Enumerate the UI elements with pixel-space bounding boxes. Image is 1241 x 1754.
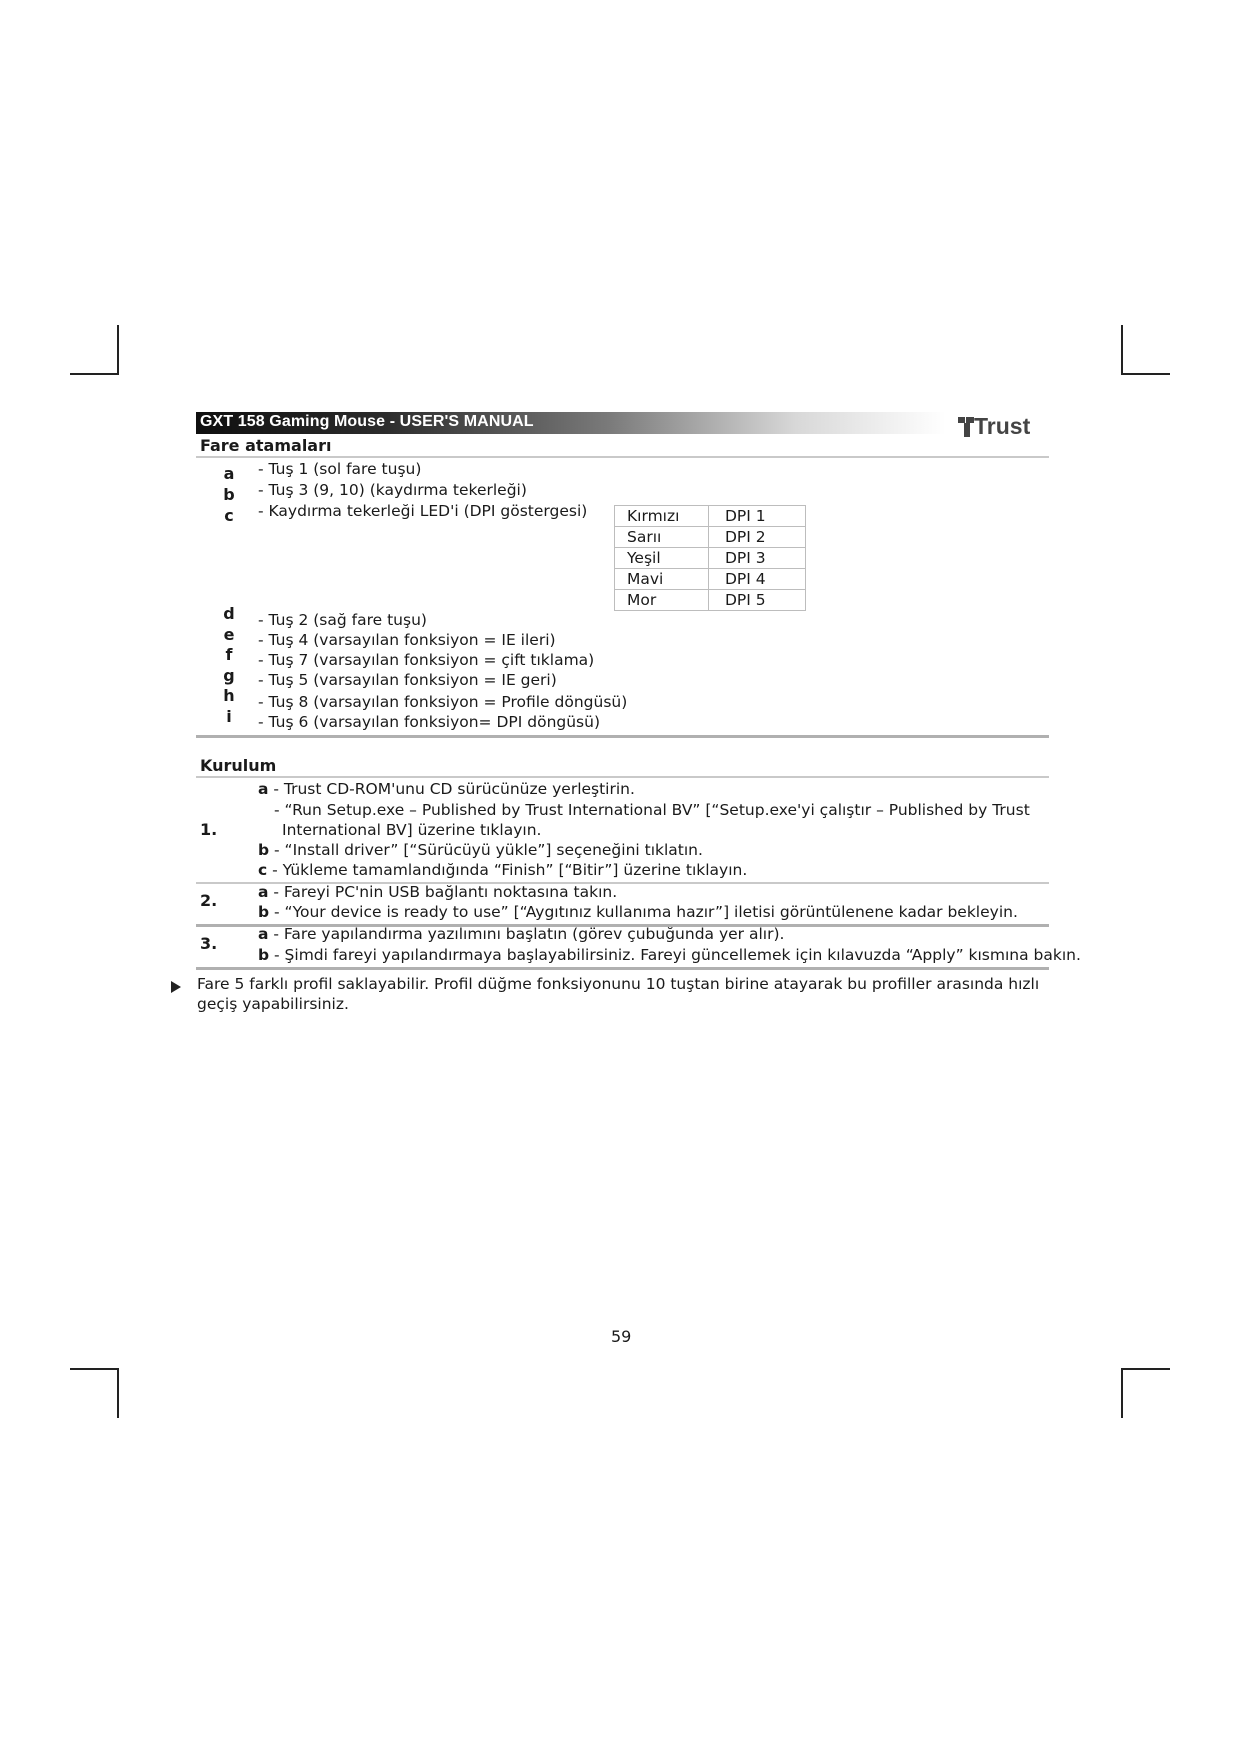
step-2-line-b: b - “Your device is ready to use” [“Aygıtınız kullanıma hazır”] iletisi görüntülenene kadar bekleyin. xyxy=(258,903,1018,921)
step-number-3: 3. xyxy=(200,934,218,953)
item-letter-c: c xyxy=(224,506,234,525)
step-2-line-a: a - Fareyi PC'nin USB bağlantı noktasına takın. xyxy=(258,883,618,901)
manual-title: GXT 158 Gaming Mouse - USER'S MANUAL xyxy=(200,413,534,430)
step-1-line-run-setup-cont: International BV] üzerine tıklayın. xyxy=(282,821,542,839)
item-text-f: - Tuş 7 (varsayılan fonksiyon = çift tıklama) xyxy=(258,651,595,669)
arrow-bullet-icon xyxy=(171,981,181,993)
page-number: 59 xyxy=(611,1327,632,1346)
note-line: Fare 5 farklı profil saklayabilir. Profil düğme fonksiyonunu 10 tuştan birine atayarak bu profiller arasında hızlı xyxy=(197,975,1040,993)
divider xyxy=(196,735,1049,738)
table-cell-color: Mavi xyxy=(615,569,709,590)
step-number-1: 1. xyxy=(200,820,218,839)
assignments-title: Fare atamaları xyxy=(200,436,332,455)
item-letter-g: g xyxy=(223,666,235,685)
step-number-2: 2. xyxy=(200,891,218,910)
table-cell-color: Yeşil xyxy=(615,548,709,569)
table-cell-dpi: DPI 5 xyxy=(709,590,806,611)
item-letter-i: i xyxy=(226,707,232,726)
table-cell-dpi: DPI 2 xyxy=(709,527,806,548)
table-cell-color: Kırmızı xyxy=(615,506,709,527)
step-3-line-a: a - Fare yapılandırma yazılımını başlatın (görev çubuğunda yer alır). xyxy=(258,925,785,943)
table-cell-dpi: DPI 3 xyxy=(709,548,806,569)
item-letter-a: a xyxy=(223,464,235,483)
table-row xyxy=(615,548,806,569)
item-letter-e: e xyxy=(223,625,235,644)
item-text-c: - Kaydırma tekerleği LED'i (DPI göstergesi) xyxy=(258,502,588,520)
trust-logo xyxy=(958,412,1050,438)
item-text-i: - Tuş 6 (varsayılan fonksiyon= DPI döngüsü) xyxy=(258,713,600,731)
dpi-color-table xyxy=(614,505,806,611)
step-1-line-a: a - Trust CD-ROM'unu CD sürücünüze yerleştirin. xyxy=(258,780,635,798)
step-3-line-b: b - Şimdi fareyi yapılandırmaya başlayabilirsiniz. Fareyi güncellemek için kılavuzda “Apply” kısmına bakın. xyxy=(258,946,1081,964)
step-1-line-b: b - “Install driver” [“Sürücüyü yükle”] seçeneğini tıklatın. xyxy=(258,841,703,859)
note-line: geçiş yapabilirsiniz. xyxy=(197,995,349,1013)
item-text-d: - Tuş 2 (sağ fare tuşu) xyxy=(258,611,427,629)
logo-text: Trust xyxy=(974,413,1031,438)
divider xyxy=(196,456,1049,458)
table-cell-color: Mor xyxy=(615,590,709,611)
item-letter-h: h xyxy=(223,686,235,705)
step-1-line-c: c - Yükleme tamamlandığında “Finish” [“Bitir”] üzerine tıklayın. xyxy=(258,861,748,879)
installation-title: Kurulum xyxy=(200,756,277,775)
item-letter-b: b xyxy=(223,485,235,504)
item-text-g: - Tuş 5 (varsayılan fonksiyon = IE geri) xyxy=(258,671,557,689)
table-row xyxy=(615,569,806,590)
step-1-line-run-setup: - “Run Setup.exe – Published by Trust International BV” [“Setup.exe'yi çalıştır – Published by Trust xyxy=(274,801,1030,819)
item-letter-f: f xyxy=(225,645,233,664)
table-row xyxy=(615,527,806,548)
divider xyxy=(196,967,1049,970)
item-letter-d: d xyxy=(223,604,235,623)
table-row xyxy=(615,506,806,527)
divider xyxy=(196,776,1049,778)
table-cell-dpi: DPI 1 xyxy=(709,506,806,527)
table-cell-dpi: DPI 4 xyxy=(709,569,806,590)
item-text-b: - Tuş 3 (9, 10) (kaydırma tekerleği) xyxy=(258,481,527,499)
item-text-h: - Tuş 8 (varsayılan fonksiyon = Profile döngüsü) xyxy=(258,693,628,711)
table-row xyxy=(615,590,806,611)
table-cell-color: Sarıı xyxy=(615,527,709,548)
item-text-e: - Tuş 4 (varsayılan fonksiyon = IE ileri) xyxy=(258,631,556,649)
item-text-a: - Tuş 1 (sol fare tuşu) xyxy=(258,460,422,478)
